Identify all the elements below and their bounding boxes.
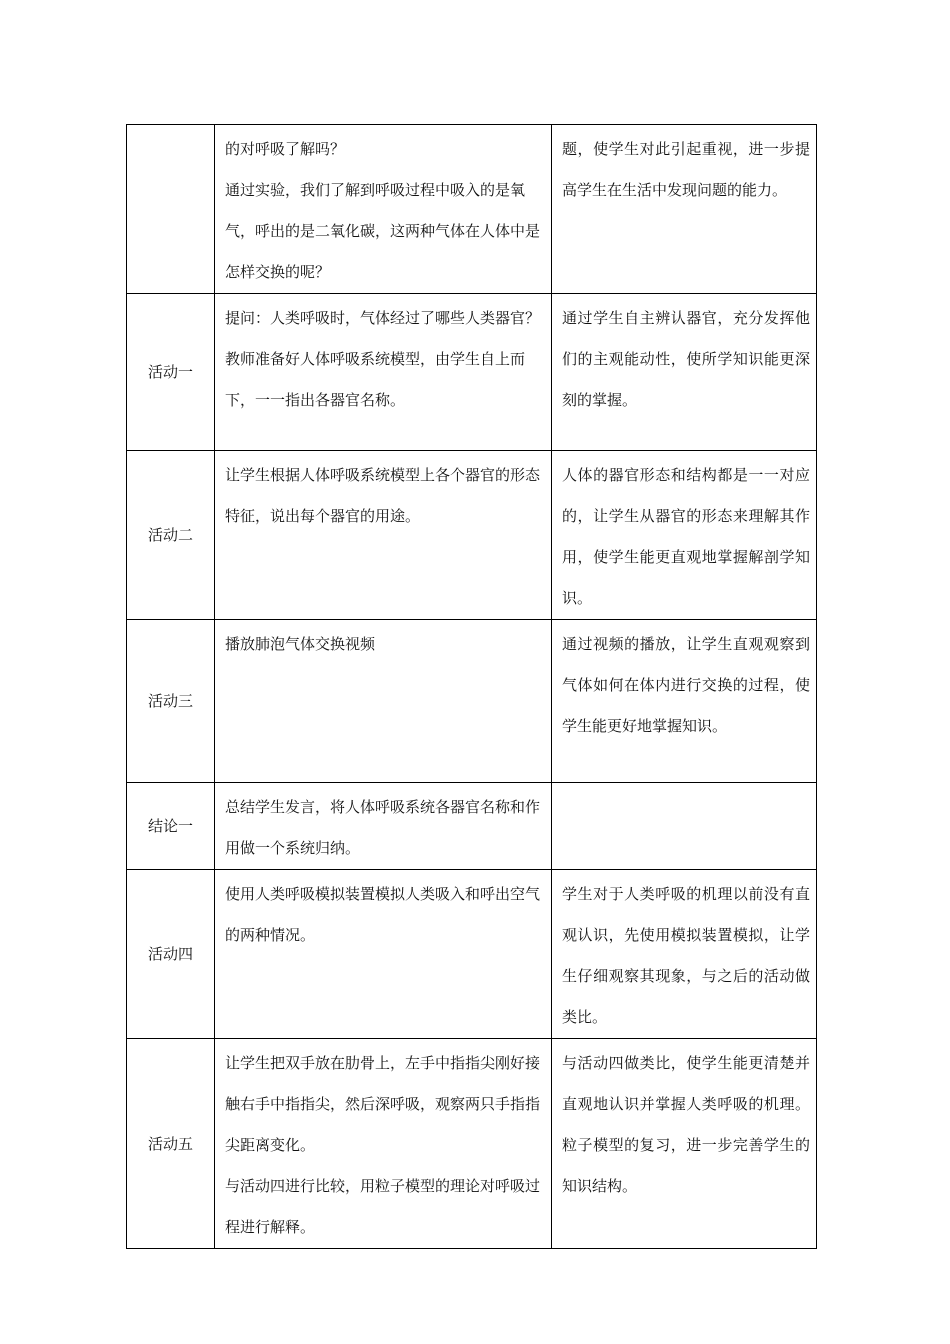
activity-text: 让学生根据人体呼吸系统模型上各个器官的形态特征，说出每个器官的用途。 — [225, 466, 541, 525]
purpose-cell — [552, 870, 817, 1039]
table-row — [127, 620, 817, 783]
activity-cell — [215, 294, 552, 451]
purpose-text: 题，使学生对此引起重视，进一步提高学生在生活中发现问题的能力。 — [562, 140, 810, 199]
activity-cell — [215, 870, 552, 1039]
activity-text: 使用人类呼吸模拟装置模拟人类吸入和呼出空气的两种情况。 — [225, 885, 541, 944]
lesson-plan-table — [126, 124, 817, 1249]
activity-text: 播放肺泡气体交换视频 — [225, 635, 376, 653]
purpose-text — [552, 783, 816, 787]
purpose-cell — [552, 783, 817, 870]
activity-text: 通过实验，我们了解到呼吸过程中吸入的是氧气，呼出的是二氧化碳，这两种气体在人体中是怎样交换的呢？ — [225, 181, 541, 281]
purpose-text: 通过学生自主辨认器官，充分发挥他们的主观能动性，使所学知识能更深刻的掌握。 — [562, 309, 810, 409]
table-row — [127, 1039, 817, 1249]
row-label: 活动四 — [127, 870, 215, 1039]
row-label: 活动一 — [127, 294, 215, 451]
activity-cell — [215, 125, 552, 294]
row-label: 结论一 — [127, 783, 215, 870]
row-label: 活动五 — [127, 1039, 215, 1249]
activity-cell — [215, 451, 552, 620]
activity-cell — [215, 783, 552, 870]
activity-text: 与活动四进行比较，用粒子模型的理论对呼吸过程进行解释。 — [225, 1177, 541, 1236]
activity-text: 总结学生发言，将人体呼吸系统各器官名称和作用做一个系统归纳。 — [225, 798, 541, 857]
purpose-cell — [552, 451, 817, 620]
purpose-text: 与活动四做类比，使学生能更清楚并直观地认识并掌握人类呼吸的机理。粒子模型的复习，进一步完善学生的知识结构。 — [562, 1054, 810, 1195]
purpose-cell — [552, 620, 817, 783]
activity-cell — [215, 620, 552, 783]
table-row — [127, 870, 817, 1039]
activity-cell — [215, 1039, 552, 1249]
activity-text: 让学生把双手放在肋骨上，左手中指指尖刚好接触右手中指指尖，然后深呼吸，观察两只手指指尖距离变化。 — [225, 1054, 541, 1154]
activity-text: 教师准备好人体呼吸系统模型，由学生自上而下，一一指出各器官名称。 — [225, 350, 526, 409]
purpose-cell — [552, 1039, 817, 1249]
row-label: 活动二 — [127, 451, 215, 620]
activity-text: 提问：人类呼吸时，气体经过了哪些人类器官？ — [225, 309, 541, 327]
purpose-text: 学生对于人类呼吸的机理以前没有直观认识，先使用模拟装置模拟，让学生仔细观察其现象，与之后的活动做类比。 — [562, 885, 810, 1026]
activity-text: 的对呼吸了解吗？ — [225, 140, 346, 158]
table-row — [127, 783, 817, 870]
purpose-text: 通过视频的播放，让学生直观观察到气体如何在体内进行交换的过程，使学生能更好地掌握知识。 — [562, 635, 810, 735]
table-row — [127, 125, 817, 294]
purpose-cell — [552, 294, 817, 451]
row-label: 活动三 — [127, 620, 215, 783]
purpose-text: 人体的器官形态和结构都是一一对应的，让学生从器官的形态来理解其作用，使学生能更直观地掌握解剖学知识。 — [562, 466, 810, 607]
row-label — [127, 125, 215, 294]
purpose-cell — [552, 125, 817, 294]
table-row — [127, 294, 817, 451]
table-row — [127, 451, 817, 620]
